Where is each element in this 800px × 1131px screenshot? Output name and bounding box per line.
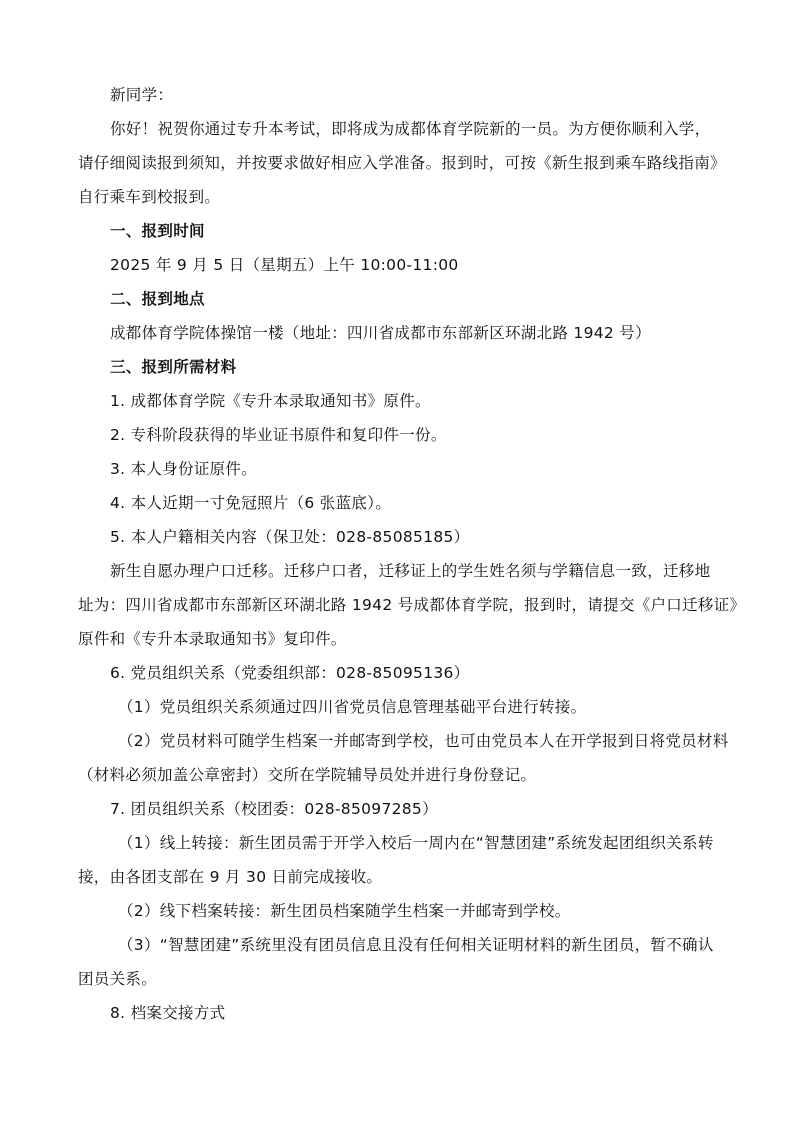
intro-paragraph-line: 请仔细阅读报到须知，并按要求做好相应入学准备。报到时，可按《新生报到乘车路线指南》 bbox=[78, 154, 726, 172]
materials-item: 2. 专科阶段获得的毕业证书原件和复印件一份。 bbox=[110, 426, 447, 444]
household-paragraph-line: 址为：四川省成都市东部新区环湖北路 1942 号成都体育学院，报到时，请提交《户口迁移证》 bbox=[78, 596, 746, 614]
party-subitem: （2）党员材料可随学生档案一并邮寄到学校，也可由党员本人在开学报到日将党员材料 bbox=[118, 732, 729, 750]
household-paragraph-line: 原件和《专升本录取通知书》复印件。 bbox=[78, 630, 347, 648]
league-subitem-continuation: 团员关系。 bbox=[78, 970, 158, 988]
section-heading-location: 二、报到地点 bbox=[110, 290, 205, 308]
party-subitem-continuation: （材料必须加盖公章密封）交所在学院辅导员处并进行身份登记。 bbox=[78, 766, 537, 784]
materials-item: 1. 成都体育学院《专升本录取通知书》原件。 bbox=[110, 392, 431, 410]
report-location-text: 成都体育学院体操馆一楼（地址：四川省成都市东部新区环湖北路 1942 号） bbox=[110, 324, 651, 342]
intro-paragraph-line: 自行乘车到校报到。 bbox=[78, 188, 221, 206]
materials-item: 3. 本人身份证原件。 bbox=[110, 460, 258, 478]
league-subitem: （3）“智慧团建”系统里没有团员信息且没有任何相关证明材料的新生团员，暂不确认 bbox=[118, 936, 714, 954]
report-time-text: 2025 年 9 月 5 日（星期五）上午 10:00-11:00 bbox=[110, 256, 459, 274]
household-paragraph-line: 新生自愿办理户口迁移。迁移户口者，迁移证上的学生姓名须与学籍信息一致，迁移地 bbox=[110, 562, 711, 580]
section-heading-time: 一、报到时间 bbox=[110, 222, 205, 240]
intro-paragraph-line: 你好！祝贺你通过专升本考试，即将成为成都体育学院新的一员。为方便你顺利入学， bbox=[110, 120, 711, 138]
materials-item: 7. 团员组织关系（校团委：028-85097285） bbox=[110, 800, 438, 818]
materials-item: 5. 本人户籍相关内容（保卫处：028-85085185） bbox=[110, 528, 470, 546]
league-subitem: （1）线上转接：新生团员需于开学入校后一周内在“智慧团建”系统发起团组织关系转 bbox=[118, 834, 714, 852]
materials-item: 6. 党员组织关系（党委组织部：028-85095136） bbox=[110, 664, 470, 682]
party-subitem: （1）党员组织关系须通过四川省党员信息管理基础平台进行转接。 bbox=[118, 698, 587, 716]
section-heading-materials: 三、报到所需材料 bbox=[110, 358, 237, 376]
salutation: 新同学： bbox=[110, 86, 174, 104]
materials-item: 8. 档案交接方式 bbox=[110, 1004, 226, 1022]
league-subitem-continuation: 接，由各团支部在 9 月 30 日前完成接收。 bbox=[78, 868, 383, 886]
league-subitem: （2）线下档案转接：新生团员档案随学生档案一并邮寄到学校。 bbox=[118, 902, 571, 920]
materials-item: 4. 本人近期一寸免冠照片（6 张蓝底）。 bbox=[110, 494, 392, 512]
